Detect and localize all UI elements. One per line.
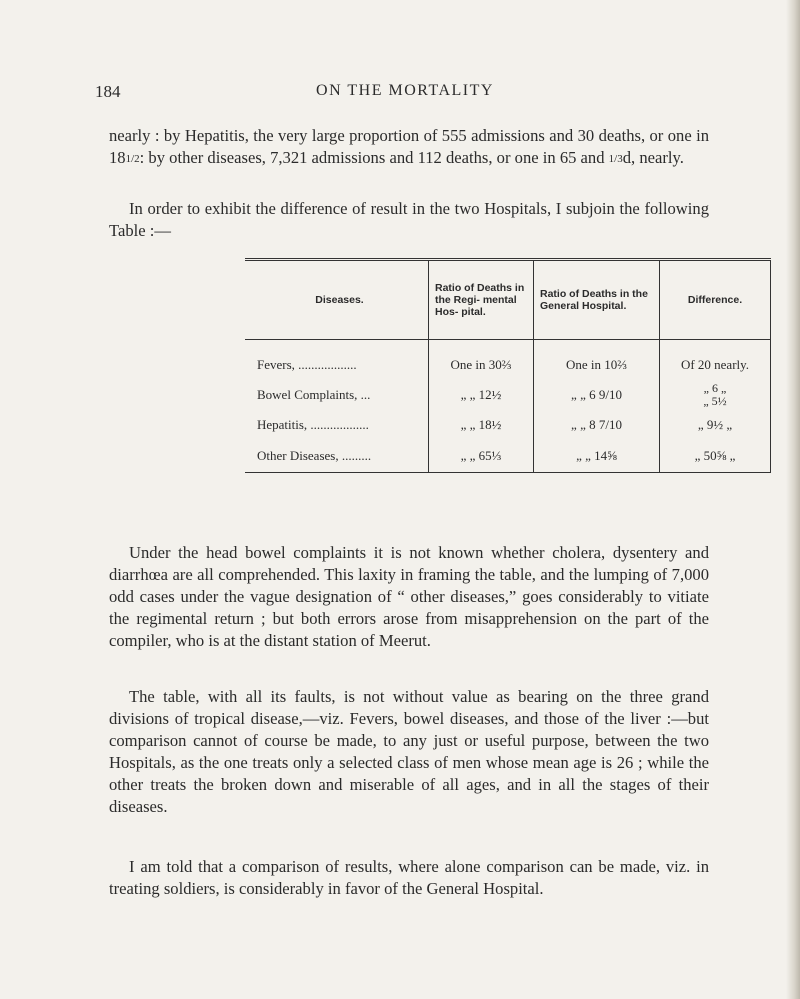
cell-general: „ „ 6 9/10 bbox=[534, 380, 660, 410]
page-edge bbox=[786, 0, 800, 999]
mortality-table bbox=[245, 258, 771, 473]
difference-stack bbox=[703, 382, 726, 408]
difference-line-2: „ 5½ bbox=[703, 394, 727, 408]
cell-disease: Bowel Complaints, ... bbox=[257, 387, 371, 402]
cell-disease: Fevers, .................. bbox=[257, 357, 357, 372]
header-diseases: Diseases. bbox=[245, 260, 429, 340]
cell-general: „ „ 14⅝ bbox=[534, 440, 660, 473]
cell-regimental: „ „ 65⅓ bbox=[429, 440, 534, 473]
cell-regimental: „ „ 12½ bbox=[429, 380, 534, 410]
fraction-half: 1/2 bbox=[125, 153, 140, 165]
paragraph-1-part-b: : by other diseases, 7,321 admissions and 112 deaths, or one in 65 and bbox=[139, 148, 609, 167]
running-title: ON THE MORTALITY bbox=[316, 82, 494, 99]
paragraph-3: Under the head bowel complaints it is not known whether cholera, dysentery and diarrhœa are all comprehended. This laxity in framing the table, and the lumping of 7,000 odd cases under the vague designation of “ other diseases,” goes considerably to vitiate the regimental return ; but both errors arose from misapprehension on the part of the compiler, who is at the distant station of Meerut. bbox=[109, 543, 709, 650]
cell-disease: Other Diseases, ......... bbox=[245, 440, 429, 473]
cell-disease: Hepatitis, .................. bbox=[257, 417, 369, 432]
fraction-third: 1/3 bbox=[608, 153, 623, 165]
paragraph-1 bbox=[109, 125, 709, 170]
paragraph-2: In order to exhibit the difference of result in the two Hospitals, I subjoin the following Table :— bbox=[109, 199, 709, 240]
table-header-row bbox=[245, 260, 771, 340]
table-row bbox=[245, 410, 771, 440]
table-row bbox=[245, 380, 771, 410]
difference-line-1: „ 6 „ bbox=[703, 381, 727, 395]
cell-regimental: „ „ 18½ bbox=[429, 410, 534, 440]
cell-general: One in 10⅔ bbox=[534, 340, 660, 381]
paragraph-1-part-a: nearly : by Hepatitis, the very large proportion of 555 admissions and 30 deaths, or one in 18 bbox=[109, 126, 709, 167]
header-general: Ratio of Deaths in the General Hospital. bbox=[534, 260, 660, 340]
page-number: 184 bbox=[95, 82, 121, 101]
cell-difference: „ 9½ „ bbox=[660, 410, 771, 440]
header-regimental: Ratio of Deaths in the Regi- mental Hos- pital. bbox=[429, 260, 534, 340]
table-row bbox=[245, 440, 771, 473]
page-header bbox=[95, 82, 715, 106]
cell-difference bbox=[660, 380, 771, 410]
paragraph-5: I am told that a comparison of results, where alone comparison can be made, viz. in treating soldiers, is considerably in favor of the General Hospital. bbox=[109, 857, 709, 898]
cell-difference: „ 50⅝ „ bbox=[660, 440, 771, 473]
table-row bbox=[245, 340, 771, 381]
paragraph-1-part-c: d, nearly. bbox=[622, 148, 684, 167]
cell-regimental: One in 30⅔ bbox=[429, 340, 534, 381]
header-difference: Difference. bbox=[660, 260, 771, 340]
cell-general: „ „ 8 7/10 bbox=[534, 410, 660, 440]
paragraph-4: The table, with all its faults, is not without value as bearing on the three grand divisions of tropical disease,—viz. Fevers, bowel diseases, and those of the liver :—but comparison cannot of course be made, to any just or useful purpose, between the two Hospitals, as the one treats only a selected class of men whose mean age is 26 ; while the other treats the broken down and miserable of all ages, and in all the stages of their diseases. bbox=[109, 687, 709, 816]
cell-difference: Of 20 nearly. bbox=[660, 340, 771, 381]
